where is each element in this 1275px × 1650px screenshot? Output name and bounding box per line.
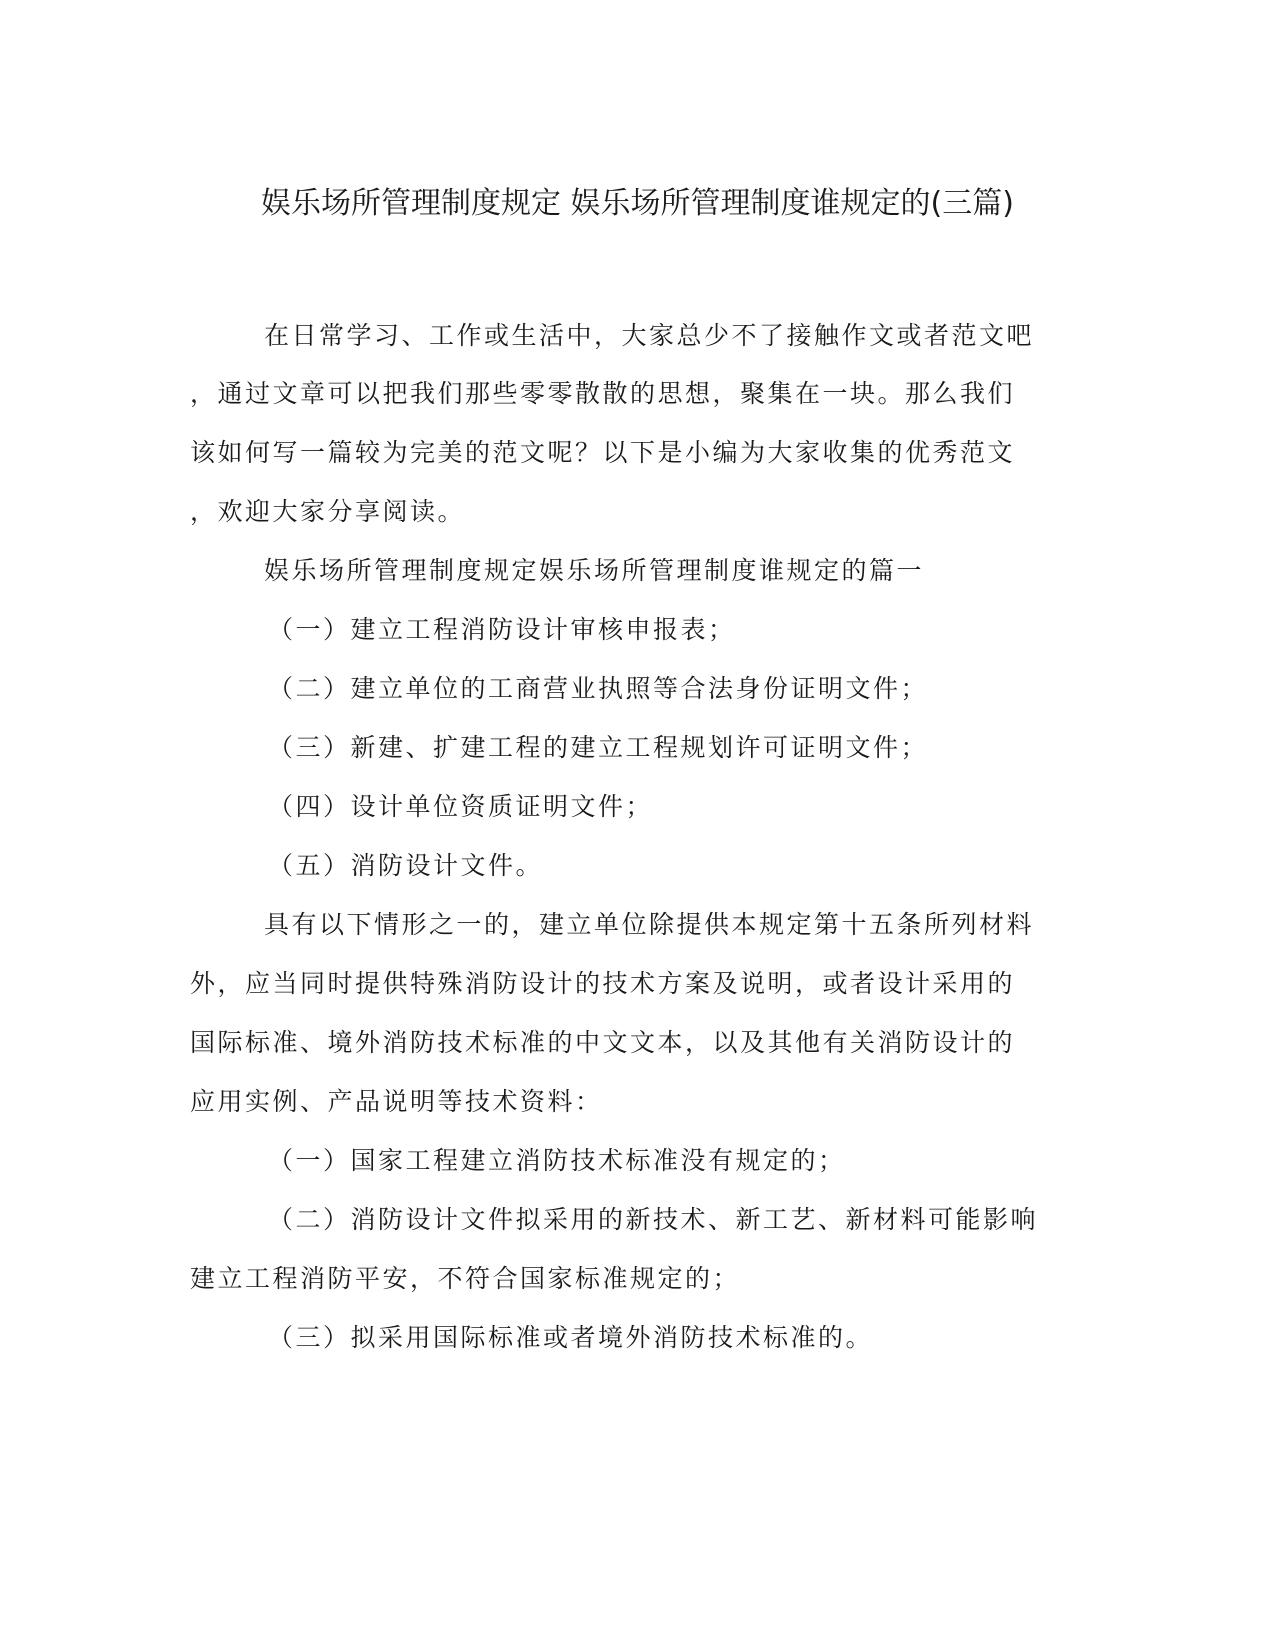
list-item: （二）建立单位的工商营业执照等合法身份证明文件； [268,674,929,703]
paragraph-line: 具有以下情形之一的，建立单位除提供本规定第十五条所列材料 [264,910,1035,939]
paragraph-line: 国际标准、境外消防技术标准的中文文本，以及其他有关消防设计的 [190,1028,1016,1057]
list-item: （五）消防设计文件。 [268,851,544,880]
list-item: （一）国家工程建立消防技术标准没有规定的； [268,1146,846,1175]
list-item: （二）消防设计文件拟采用的新技术、新工艺、新材料可能影响 [268,1205,1039,1234]
list-item: （四）设计单位资质证明文件； [268,792,654,821]
document-title: 娱乐场所管理制度规定 娱乐场所管理制度谁规定的(三篇) [261,186,1014,221]
list-item: （一）建立工程消防设计审核申报表； [268,615,736,644]
section-heading: 娱乐场所管理制度规定娱乐场所管理制度谁规定的篇一 [264,556,925,585]
list-item: （三）新建、扩建工程的建立工程规划许可证明文件； [268,733,929,762]
paragraph-line: 应用实例、产品说明等技术资料： [190,1087,603,1116]
paragraph-line: 在日常学习、工作或生活中，大家总少不了接触作文或者范文吧 [264,321,1035,350]
paragraph-line: 建立工程消防平安，不符合国家标准规定的； [190,1264,741,1293]
paragraph-line: 外，应当同时提供特殊消防设计的技术方案及说明，或者设计采用的 [190,969,1016,998]
paragraph-line: ，欢迎大家分享阅读。 [190,497,466,526]
paragraph-line: 该如何写一篇较为完美的范文呢？以下是小编为大家收集的优秀范文 [190,438,1016,467]
list-item: （三）拟采用国际标准或者境外消防技术标准的。 [268,1323,874,1352]
paragraph-line: ，通过文章可以把我们那些零零散散的思想，聚集在一块。那么我们 [190,379,1016,408]
